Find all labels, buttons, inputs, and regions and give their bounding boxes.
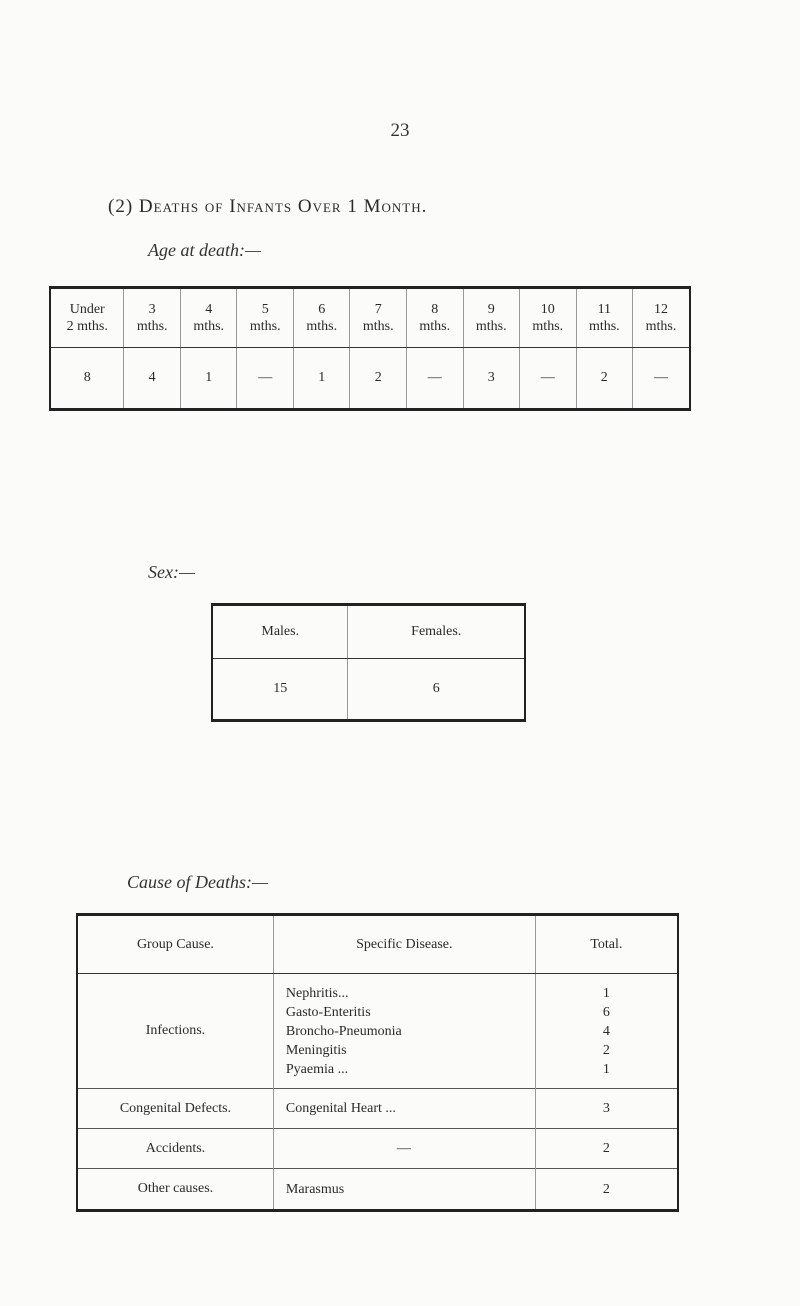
sex-subhead: Sex:— bbox=[148, 562, 195, 582]
disease-total: 2 bbox=[602, 1181, 610, 1197]
age-at-death-table bbox=[49, 286, 691, 411]
group-cause-header: Group Cause. bbox=[77, 915, 273, 974]
specific-disease-cell bbox=[273, 1129, 535, 1169]
females-header: Females. bbox=[348, 605, 525, 659]
disease-total: 4 bbox=[602, 1023, 610, 1039]
age-header-cell bbox=[520, 288, 577, 348]
age-header-cell bbox=[180, 288, 237, 348]
disease-name: Meningitis bbox=[285, 1042, 347, 1058]
age-header-line: mths. bbox=[306, 319, 338, 334]
age-header-cell bbox=[50, 288, 124, 348]
group-cause-cell: Infections. bbox=[145, 1023, 206, 1038]
disease-line bbox=[286, 1003, 534, 1022]
age-header-line: mths. bbox=[419, 319, 451, 334]
disease-line bbox=[286, 984, 534, 1003]
age-header-cell bbox=[237, 288, 294, 348]
age-subhead: Age at death:— bbox=[148, 240, 261, 260]
section-heading bbox=[108, 196, 427, 218]
age-header-line: 3 bbox=[148, 302, 156, 317]
disease-total: 1 bbox=[602, 1061, 610, 1077]
age-header-line: 2 mths. bbox=[66, 319, 108, 334]
males-value: 15 bbox=[273, 681, 288, 696]
age-header-cell bbox=[124, 288, 181, 348]
age-header-line: 12 bbox=[654, 302, 669, 317]
specific-disease-cell bbox=[273, 974, 535, 1089]
group-cause-cell: Congenital Defects. bbox=[77, 1089, 273, 1129]
section-title: Deaths of Infants Over 1 Month. bbox=[138, 196, 428, 217]
cause-row bbox=[77, 1089, 678, 1129]
disease-total: 6 bbox=[602, 1004, 610, 1020]
age-header-line: 10 bbox=[540, 302, 555, 317]
cause-header-row bbox=[77, 915, 678, 974]
disease-line bbox=[286, 1060, 534, 1079]
disease-name: — bbox=[396, 1141, 411, 1156]
age-header-cell bbox=[576, 288, 633, 348]
age-value-cell: 4 bbox=[124, 348, 181, 410]
age-header-cell bbox=[407, 288, 464, 348]
disease-line bbox=[286, 1022, 534, 1041]
age-value-cell: 2 bbox=[576, 348, 633, 410]
disease-line bbox=[286, 1099, 534, 1118]
disease-name: Broncho-Pneumonia bbox=[285, 1023, 402, 1039]
age-value-cell: — bbox=[633, 348, 690, 410]
total-header: Total. bbox=[535, 915, 678, 974]
sex-header-row bbox=[212, 605, 525, 659]
cause-row bbox=[77, 1169, 678, 1211]
disease-line bbox=[286, 1041, 534, 1060]
females-value: 6 bbox=[348, 659, 525, 721]
disease-name: Pyaemia ... bbox=[285, 1061, 349, 1077]
group-cause-cell: Accidents. bbox=[77, 1129, 273, 1169]
age-header-row bbox=[50, 288, 690, 348]
page-number: 23 bbox=[390, 120, 410, 141]
age-value-cell: 3 bbox=[463, 348, 520, 410]
age-header-line: mths. bbox=[362, 319, 394, 334]
age-value-cell: — bbox=[237, 348, 294, 410]
cause-table-body bbox=[77, 974, 678, 1211]
total-cell bbox=[535, 1089, 678, 1129]
age-header-cell bbox=[293, 288, 350, 348]
disease-name: Congenital Heart ... bbox=[285, 1101, 396, 1116]
disease-total: 3 bbox=[602, 1101, 610, 1116]
age-header-line: mths. bbox=[193, 319, 225, 334]
age-header-line: 4 bbox=[205, 302, 213, 317]
age-header-cell bbox=[633, 288, 690, 348]
section-number: (2) bbox=[108, 196, 134, 217]
specific-disease-header: Specific Disease. bbox=[273, 915, 535, 974]
sex-values-row bbox=[212, 659, 525, 721]
age-header-line: mths. bbox=[475, 319, 507, 334]
age-header-line: 8 bbox=[431, 302, 439, 317]
age-header-line: 5 bbox=[261, 302, 269, 317]
disease-name: Gasto-Enteritis bbox=[285, 1004, 371, 1020]
total-cell bbox=[535, 1169, 678, 1211]
group-cause-cell: Other causes. bbox=[77, 1169, 273, 1211]
specific-disease-cell bbox=[273, 1089, 535, 1129]
age-header-cell bbox=[463, 288, 520, 348]
age-header-cell bbox=[350, 288, 407, 348]
total-cell bbox=[535, 1129, 678, 1169]
age-values-row bbox=[50, 348, 690, 410]
disease-name: Marasmus bbox=[285, 1181, 345, 1197]
age-header-line: mths. bbox=[645, 319, 677, 334]
disease-line bbox=[286, 1139, 534, 1158]
age-header-line: mths. bbox=[588, 319, 620, 334]
age-value-cell: — bbox=[407, 348, 464, 410]
sex-table bbox=[211, 603, 526, 722]
age-header-line: 7 bbox=[374, 302, 382, 317]
cause-of-deaths-table bbox=[76, 913, 679, 1212]
age-header-line: 9 bbox=[487, 302, 495, 317]
age-value-cell: 2 bbox=[350, 348, 407, 410]
males-header: Males. bbox=[212, 605, 348, 659]
disease-total: 1 bbox=[602, 985, 610, 1001]
age-value-cell: 1 bbox=[293, 348, 350, 410]
cause-row bbox=[77, 1129, 678, 1169]
total-cell bbox=[535, 974, 678, 1089]
disease-name: Nephritis... bbox=[285, 985, 349, 1001]
age-header-line: 11 bbox=[597, 302, 612, 317]
age-header-line: mths. bbox=[136, 319, 168, 334]
age-value-cell: 1 bbox=[180, 348, 237, 410]
age-header-line: Under bbox=[69, 302, 105, 317]
cause-subhead: Cause of Deaths:— bbox=[127, 872, 268, 892]
age-value-cell: 8 bbox=[83, 370, 91, 385]
cause-row bbox=[77, 974, 678, 1089]
age-header-line: mths. bbox=[249, 319, 281, 334]
disease-total: 2 bbox=[602, 1042, 610, 1058]
age-value-cell: — bbox=[520, 348, 577, 410]
age-header-line: 6 bbox=[318, 302, 326, 317]
disease-line bbox=[286, 1180, 534, 1199]
disease-total: 2 bbox=[602, 1141, 610, 1156]
specific-disease-cell bbox=[273, 1169, 535, 1211]
age-header-line: mths. bbox=[532, 319, 564, 334]
